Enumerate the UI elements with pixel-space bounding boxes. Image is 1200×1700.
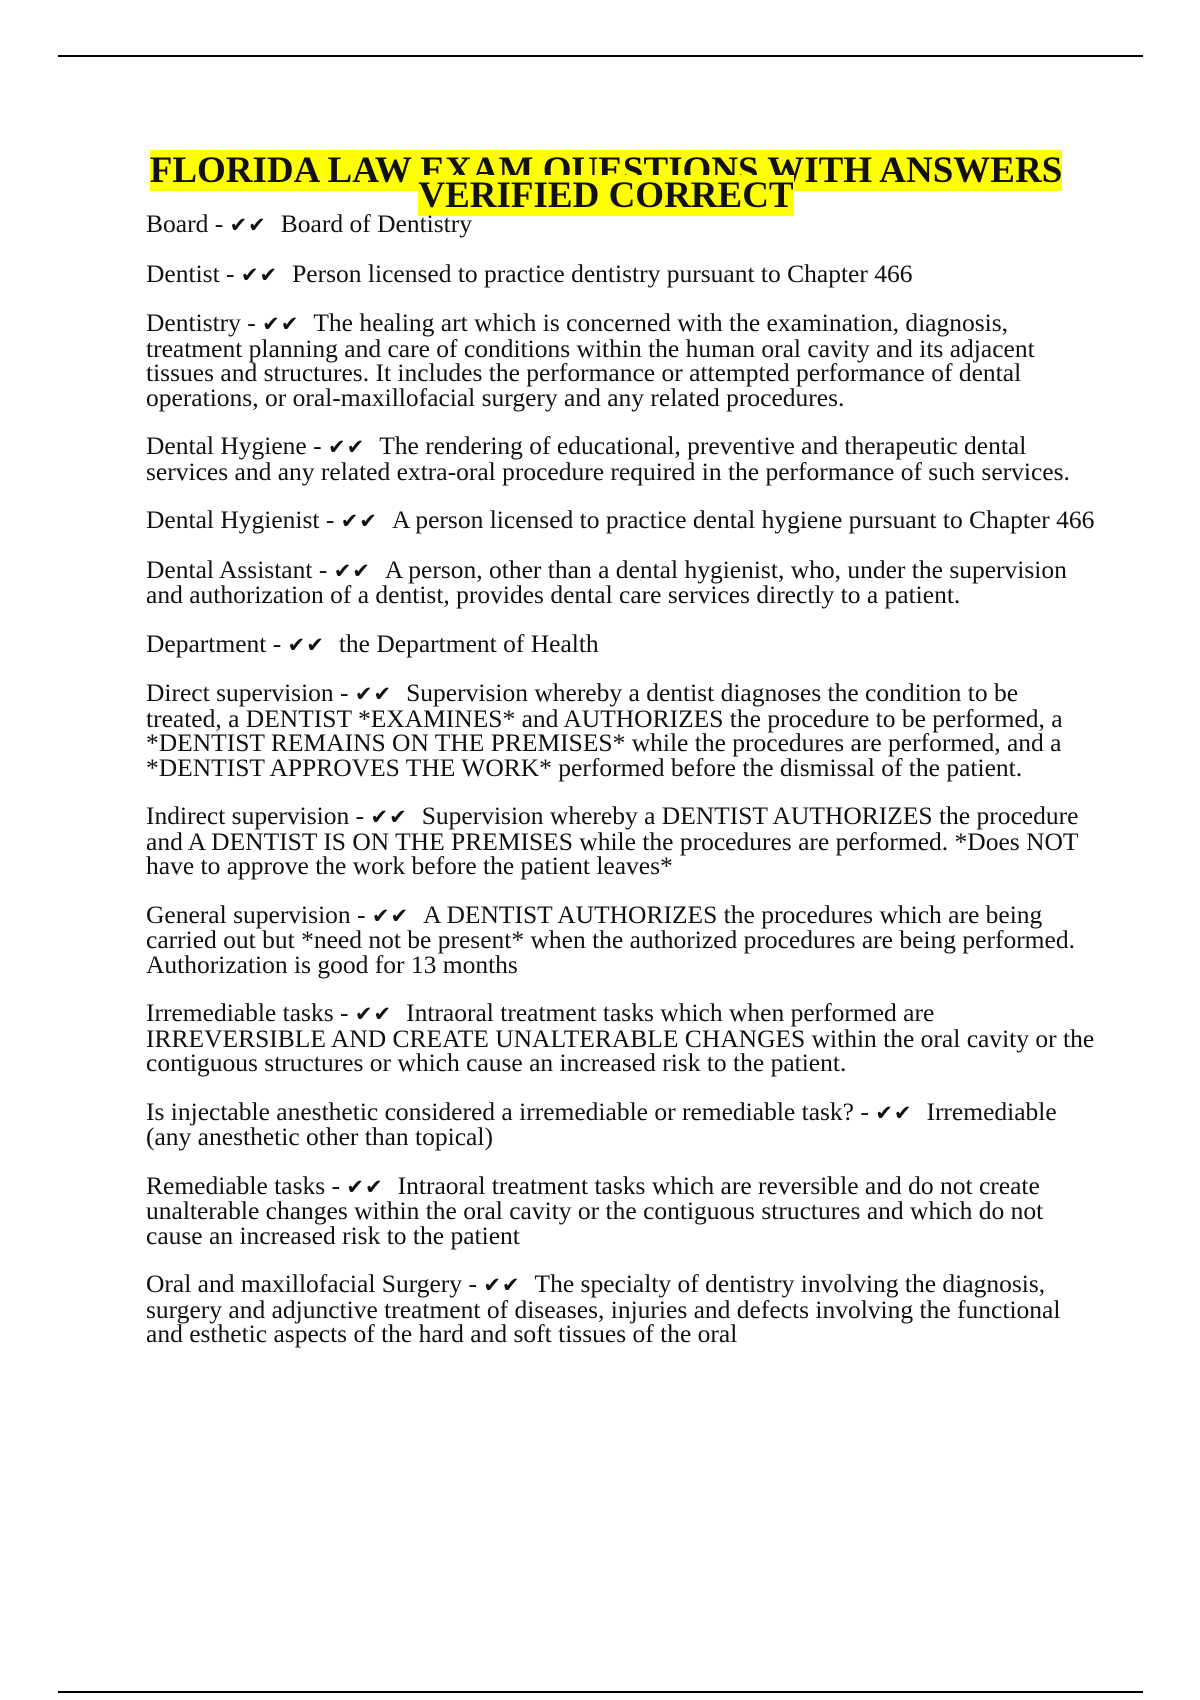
entry-term: Dental Assistant [146, 554, 313, 584]
double-check-icon: ✔✔ [340, 509, 378, 533]
entry-term: Department [146, 628, 267, 658]
entry-separator: - [312, 554, 334, 584]
double-check-icon: ✔✔ [327, 435, 366, 459]
entry-definition: A person, other than a dental hygienist, who, under the supervision and authorization of a dentist, provides dental care services directly to a patient. [146, 554, 1067, 609]
double-check-icon: ✔✔ [333, 558, 371, 583]
glossary-entry [146, 505, 1096, 534]
entry-definition: the Department of Health [338, 628, 599, 658]
entry-separator: - [333, 998, 355, 1027]
glossary-entry [146, 899, 1096, 979]
entry-definition: Supervision whereby a DENTIST AUTHORIZES the procedure and A DENTIST IS ON THE PREMISES while the procedures are performed. *Does NOT have to approve the work before the patient leaves* [146, 801, 1079, 880]
bottom-rule [58, 1691, 1143, 1693]
double-check-icon: ✔✔ [483, 1273, 521, 1297]
entry-separator: - [319, 505, 341, 534]
double-check-icon: ✔✔ [262, 312, 300, 336]
entry-separator: - [333, 678, 355, 707]
glossary-entry [146, 628, 1096, 658]
entry-definition: A person licensed to practice dental hygiene pursuant to Chapter 466 [391, 505, 1095, 534]
entry-term: Dental Hygiene [146, 431, 307, 460]
entry-separator: - [854, 1096, 876, 1126]
glossary-entry [146, 554, 1096, 609]
double-check-icon: ✔✔ [346, 1174, 384, 1199]
entry-term: Remediable tasks [146, 1170, 326, 1200]
double-check-icon: ✔✔ [875, 1100, 913, 1125]
entry-term: Dentist [146, 258, 220, 288]
double-check-icon: ✔✔ [240, 262, 279, 287]
glossary-entry [146, 801, 1096, 880]
entry-definition: The rendering of educational, preventive and therapeutic dental services and any related extra-oral procedure required in the performance of such services. [146, 431, 1070, 486]
entry-separator: - [325, 1170, 347, 1200]
entry-definition: Irremediable (any anesthetic other than topical) [146, 1096, 1057, 1151]
entry-term: Dental Hygienist [146, 505, 320, 534]
double-check-icon: ✔✔ [370, 805, 408, 829]
entry-definition: A DENTIST AUTHORIZES the procedures which are being carried out but *need not be present* when the authorized procedures are being performed. Authorization is good for 13 months [146, 899, 1075, 979]
entry-definition: The healing art which is concerned with the examination, diagnosis, treatment planning and care of conditions within the human oral cavity and its adjacent tissues and structures. It includes the performance or attempted performance of dental operations, or oral-maxillofacial surgery and any related procedures. [146, 308, 1035, 412]
entry-term: Irremediable tasks [146, 998, 334, 1027]
entry-term: Is injectable anesthetic considered a irremediable or remediable task? [146, 1096, 854, 1126]
glossary-entry [146, 1170, 1096, 1250]
double-check-icon: ✔✔ [354, 1002, 393, 1026]
entry-separator: - [266, 628, 288, 658]
entry-definition: Intraoral treatment tasks which are reversible and do not create unalterable changes within the oral cavity or the contiguous structures and which do not cause an increased risk to the patient [146, 1170, 1044, 1250]
entry-separator: - [219, 258, 241, 288]
entry-definition: Supervision whereby a dentist diagnoses the condition to be treated, a DENTIST *EXAMINES* and AUTHORIZES the procedure to be performed, a *DENTIST REMAINS ON THE PREMISES* while the procedures are performed, and a *DENTIST APPROVES THE WORK* performed before the dismissal of the patient. [146, 678, 1063, 782]
double-check-icon: ✔✔ [229, 213, 267, 237]
entry-separator: - [306, 431, 328, 460]
entry-separator: - [349, 801, 371, 830]
glossary-entry [146, 209, 1096, 238]
entry-separator: - [462, 1269, 484, 1298]
entry-term: Indirect supervision [146, 801, 350, 830]
entry-separator: - [208, 209, 230, 238]
glossary-entry [146, 431, 1096, 486]
entry-definition: Intraoral treatment tasks which when performed are IRREVERSIBLE AND CREATE UNALTERABLE CHANGES within the oral cavity or the contiguous structures or which cause an increased risk to the patient. [146, 998, 1095, 1077]
entry-definition: The specialty of dentistry involving the diagnosis, surgery and adjunctive treatment of diseases, injuries and defects involving the functional and esthetic aspects of the hard and soft tissues of the oral [146, 1269, 1061, 1348]
entry-separator: - [240, 308, 263, 337]
glossary-entry [146, 678, 1096, 782]
double-check-icon: ✔✔ [287, 632, 325, 657]
top-rule [58, 55, 1143, 57]
entry-term: Direct supervision [146, 678, 334, 707]
glossary-entry [146, 1096, 1096, 1151]
entry-definition: Board of Dentistry [280, 209, 472, 238]
entry-definition: Person licensed to practice dentistry pursuant to Chapter 466 [292, 258, 913, 288]
glossary-entry [146, 258, 1096, 288]
glossary-entry [146, 998, 1096, 1077]
entry-term: General supervision [146, 899, 351, 929]
glossary-entry [146, 1269, 1096, 1348]
document-title-highlight: FLORIDA LAW EXAM QUESTIONS WITH ANSWERS VERIFIED CORRECT [149, 150, 1063, 216]
glossary-list [146, 209, 1096, 1371]
double-check-icon: ✔✔ [371, 903, 410, 928]
glossary-entry [146, 308, 1096, 412]
entry-term: Dentistry [146, 308, 241, 337]
document-title [146, 150, 1066, 216]
entry-term: Oral and maxillofacial Surgery [146, 1269, 463, 1298]
double-check-icon: ✔✔ [354, 682, 393, 706]
entry-term: Board [146, 209, 209, 238]
entry-separator: - [350, 899, 372, 929]
